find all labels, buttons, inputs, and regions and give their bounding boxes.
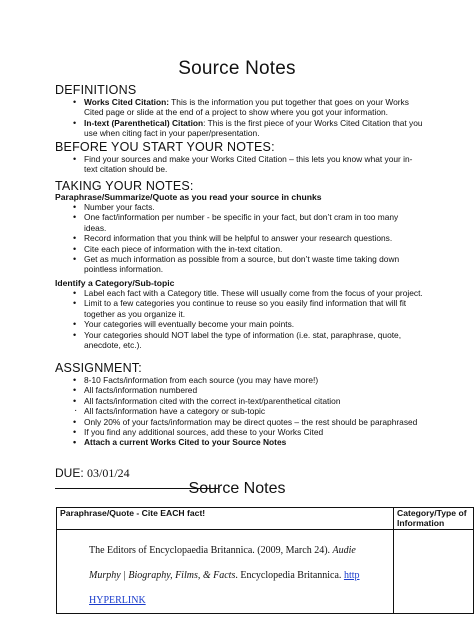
table-header-row — [57, 508, 474, 530]
due-line — [55, 466, 130, 481]
citation-cell[interactable] — [57, 530, 394, 614]
definition-text: This is the information you put together that goes on your Works Cited page or slide at the end of a project to show where you got your information. — [84, 97, 409, 118]
table-row — [57, 530, 474, 614]
list-item: • Find your sources and make your Works Cited Citation – this lets you know what your in-text citation should be. — [73, 154, 423, 175]
category-list — [73, 288, 423, 350]
list-item: · All facts/information have a category or sub-topic — [73, 406, 423, 416]
due-date: 03/01/24 — [87, 466, 130, 480]
list-item — [73, 97, 423, 118]
list-item: • Number your facts. — [73, 202, 418, 212]
citation-publisher: . Encyclopedia Britannica. — [235, 570, 344, 581]
source-notes-table — [56, 507, 474, 614]
list-item: • If you find any additional sources, add these to your Works Cited — [73, 427, 423, 437]
list-item: • All facts/information numbered — [73, 385, 423, 395]
due-label: DUE: — [55, 466, 84, 480]
citation-text — [57, 530, 393, 613]
citation-authors: The Editors of Encyclopaedia Britannica. (2009, March 24). — [89, 545, 333, 556]
category-cell[interactable] — [394, 530, 474, 614]
definition-text: : This is the first piece of your Works Cited Citation that you use when citing fact in your paper/presentation. — [84, 117, 423, 139]
assignment-list — [73, 375, 423, 448]
definitions-list — [73, 97, 423, 139]
citation-title: Audie Murphy | Biography, Films, & Facts — [89, 545, 356, 581]
before-list — [73, 154, 423, 175]
assignment-heading: ASSIGNMENT: — [55, 361, 142, 375]
taking-subheading: Paraphrase/Summarize/Quote as you read your source in chunks — [55, 192, 322, 202]
list-item: • Your categories should NOT label the type of information (i.e. stat, paraphrase, quote, anecdote, etc.). — [73, 330, 423, 351]
list-item — [73, 118, 423, 139]
list-item: • 8-10 Facts/information from each source (you may have more!) — [73, 375, 423, 385]
list-item: • One fact/information per number - be specific in your fact, but don’t cram in too many ideas. — [73, 212, 418, 233]
citation-link[interactable]: http HYPERLINK — [89, 570, 360, 606]
list-item: • Get as much information as possible from a source, but don’t waste time taking down pointless information. — [73, 254, 418, 275]
taking-heading: TAKING YOUR NOTES: — [55, 179, 194, 193]
page-title: Source Notes — [178, 58, 296, 79]
definitions-heading: DEFINITIONS — [55, 83, 137, 97]
taking-list — [73, 202, 418, 275]
category-subheading: Identify a Category/Sub-topic — [55, 278, 175, 288]
list-item: • Cite each piece of information with the in-text citation. — [73, 244, 418, 254]
list-item: • All facts/information cited with the correct in-text/parenthetical citation — [73, 396, 423, 406]
before-heading: BEFORE YOU START YOUR NOTES: — [55, 140, 275, 154]
list-item: • Only 20% of your facts/information may be direct quotes – the rest should be paraphrased — [73, 417, 423, 427]
notes-title: Source Notes — [188, 480, 286, 497]
list-item: • Label each fact with a Category title. These will usually come from the focus of your project. — [73, 288, 423, 298]
list-item: • Record information that you think will be helpful to answer your research questions. — [73, 233, 418, 243]
list-item: • Your categories will eventually become your main points. — [73, 319, 423, 329]
term-in-text-citation: In-text (Parenthetical) Citation — [84, 117, 204, 128]
list-item-bold: • Attach a current Works Cited to your Source Notes — [73, 437, 423, 447]
list-item: • Limit to a few categories you continue to reuse so you easily find information that will fit together as you organize it. — [73, 298, 423, 319]
col-header-paraphrase: Paraphrase/Quote - Cite EACH fact! — [57, 508, 394, 530]
col-header-category: Category/Type of Information — [394, 508, 474, 530]
term-works-cited: Works Cited Citation: — [84, 97, 169, 107]
